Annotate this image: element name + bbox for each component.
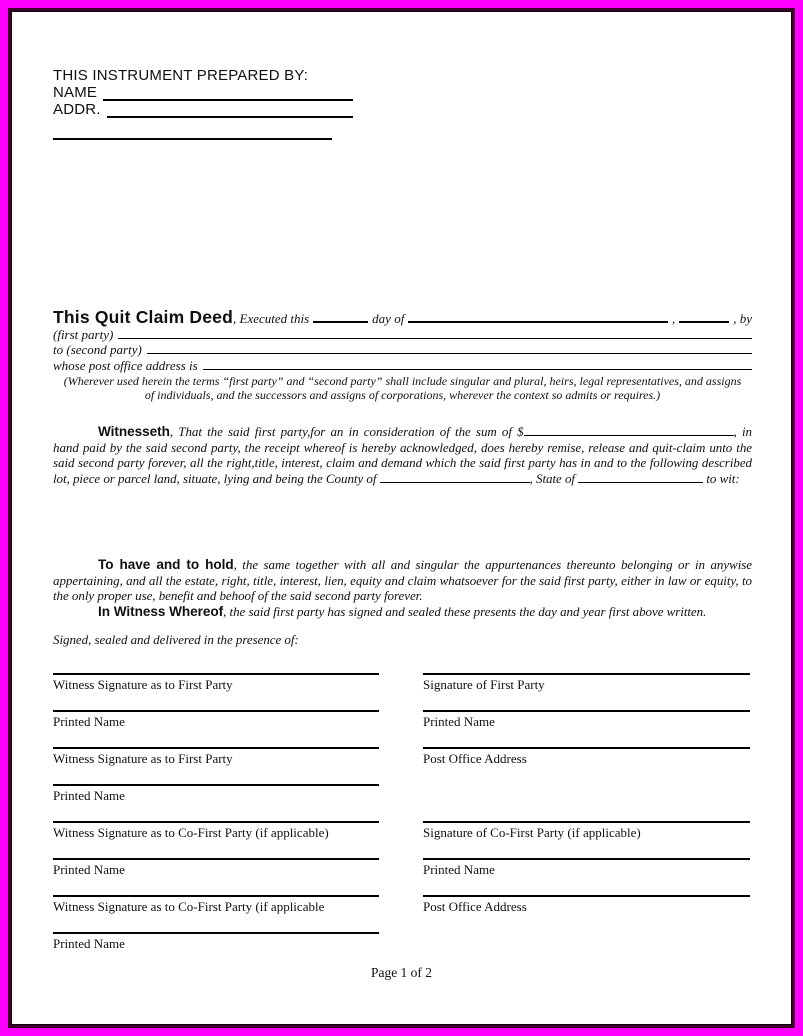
habendum-heading: To have and to hold xyxy=(98,557,234,572)
year-blank xyxy=(679,311,729,323)
name-field-row xyxy=(53,84,353,101)
by-text: , by xyxy=(733,311,752,326)
county-blank xyxy=(380,471,530,483)
signature-label: Post Office Address xyxy=(423,899,527,914)
post-office-blank xyxy=(203,358,752,370)
title-section xyxy=(53,307,752,403)
executed-this-text: , Executed this xyxy=(233,311,310,326)
post-office-label: whose post office address is xyxy=(53,357,198,373)
addr-second-underline xyxy=(53,127,332,140)
signature-label: Printed Name xyxy=(53,714,125,729)
signature-field xyxy=(53,895,379,932)
witnesseth-heading: Witnesseth xyxy=(98,424,170,439)
signature-field xyxy=(423,710,750,747)
name-label: NAME xyxy=(53,84,98,101)
signed-sealed-line: Signed, sealed and delivered in the presence of: xyxy=(53,632,299,647)
sum-amount-blank xyxy=(524,424,734,436)
prepared-by-label: THIS INSTRUMENT PREPARED BY: xyxy=(53,67,309,84)
signature-label: Printed Name xyxy=(53,788,125,803)
signature-field xyxy=(423,673,750,710)
witness-signature-column xyxy=(53,673,379,969)
signature-field xyxy=(53,710,379,747)
habendum-body: , the same together with all and singular the appurtenances thereunto belonging or in anywise appertaining, and all the estate, right, title, interest, lien, equity and claim whatsoever for the said first party, either in law or equity, to the only proper use, benefit and behoof of the said second party forever. xyxy=(53,557,752,604)
signature-field xyxy=(53,747,379,784)
witness-whereof-body: , the said first party has signed and sealed these presents the day and year first above written. xyxy=(223,604,707,620)
signature-field xyxy=(423,747,750,784)
signature-field xyxy=(423,895,750,932)
first-party-blank xyxy=(118,327,752,339)
comma-text: , xyxy=(671,311,676,326)
document-page xyxy=(8,8,795,1028)
terms-disclaimer: (Wherever used herein the terms “first party” and “second party” shall include singular and plural, heirs, legal representatives, and assigns of individuals, and the successors and assigns of corporations, wherever the context so admits or requires.) xyxy=(63,374,742,403)
signature-label: Witness Signature as to Co-First Party (if applicable) xyxy=(53,825,329,840)
signature-field-empty xyxy=(423,784,750,821)
in-witness-whereof xyxy=(53,604,752,620)
addr-underline xyxy=(107,105,353,118)
signature-label: Post Office Address xyxy=(423,751,527,766)
signature-label: Printed Name xyxy=(423,714,495,729)
signature-label: Printed Name xyxy=(53,862,125,877)
signature-field xyxy=(423,858,750,895)
signature-field xyxy=(53,784,379,821)
signature-label xyxy=(423,784,750,786)
title-line xyxy=(53,307,752,327)
witness-whereof-heading: In Witness Whereof xyxy=(98,604,224,620)
signature-label: Printed Name xyxy=(53,936,125,951)
name-underline xyxy=(103,88,353,101)
signature-field-empty xyxy=(423,932,750,969)
second-party-row xyxy=(53,342,752,358)
day-of-text: day of xyxy=(372,311,405,326)
signature-label: Witness Signature as to First Party xyxy=(53,751,233,766)
page-number: Page 1 of 2 xyxy=(370,965,433,980)
signature-field xyxy=(53,858,379,895)
post-office-row xyxy=(53,358,752,374)
state-of-text: , State of xyxy=(529,471,575,487)
addr-field-row xyxy=(53,101,353,118)
signature-label: Witness Signature as to Co-First Party (if applicable xyxy=(53,899,325,914)
first-party-label: (first party) xyxy=(53,326,114,342)
month-blank xyxy=(408,311,668,323)
signature-label xyxy=(423,932,750,934)
signature-label: Signature of Co-First Party (if applicable) xyxy=(423,825,641,840)
signature-field xyxy=(53,821,379,858)
witnesseth-text-before-amount: , That the said first party,for an in consideration of the sum of $ xyxy=(169,424,524,439)
prepared-by-block xyxy=(53,67,353,144)
habendum-paragraph xyxy=(53,557,752,620)
deed-title: This Quit Claim Deed xyxy=(53,307,233,327)
signature-field xyxy=(423,821,750,858)
addr-label: ADDR. xyxy=(53,101,101,118)
party-signature-column xyxy=(423,673,750,969)
second-party-blank xyxy=(147,342,752,354)
witnesseth-paragraph xyxy=(53,424,752,487)
first-party-row xyxy=(53,327,752,343)
witnesseth-text-after-amount: , in hand paid by the said second party, the receipt whereof is hereby acknowledged, does hereby remise, release and quit-claim unto the said second party forever, all the right,title, interest, claim and demand which the said first party has in and to the following described lot, piece or parcel land, situate, lying and being the County of xyxy=(53,424,752,487)
to-have-and-to-hold xyxy=(53,557,752,604)
signature-label: Printed Name xyxy=(423,862,495,877)
second-party-label: to (second party) xyxy=(53,342,142,358)
signature-label: Signature of First Party xyxy=(423,677,545,692)
executed-day-blank xyxy=(313,311,368,323)
state-blank xyxy=(578,471,703,483)
to-wit-text: to wit: xyxy=(706,471,740,487)
signature-label: Witness Signature as to First Party xyxy=(53,677,233,692)
signature-field xyxy=(53,673,379,710)
signature-field xyxy=(53,932,379,969)
